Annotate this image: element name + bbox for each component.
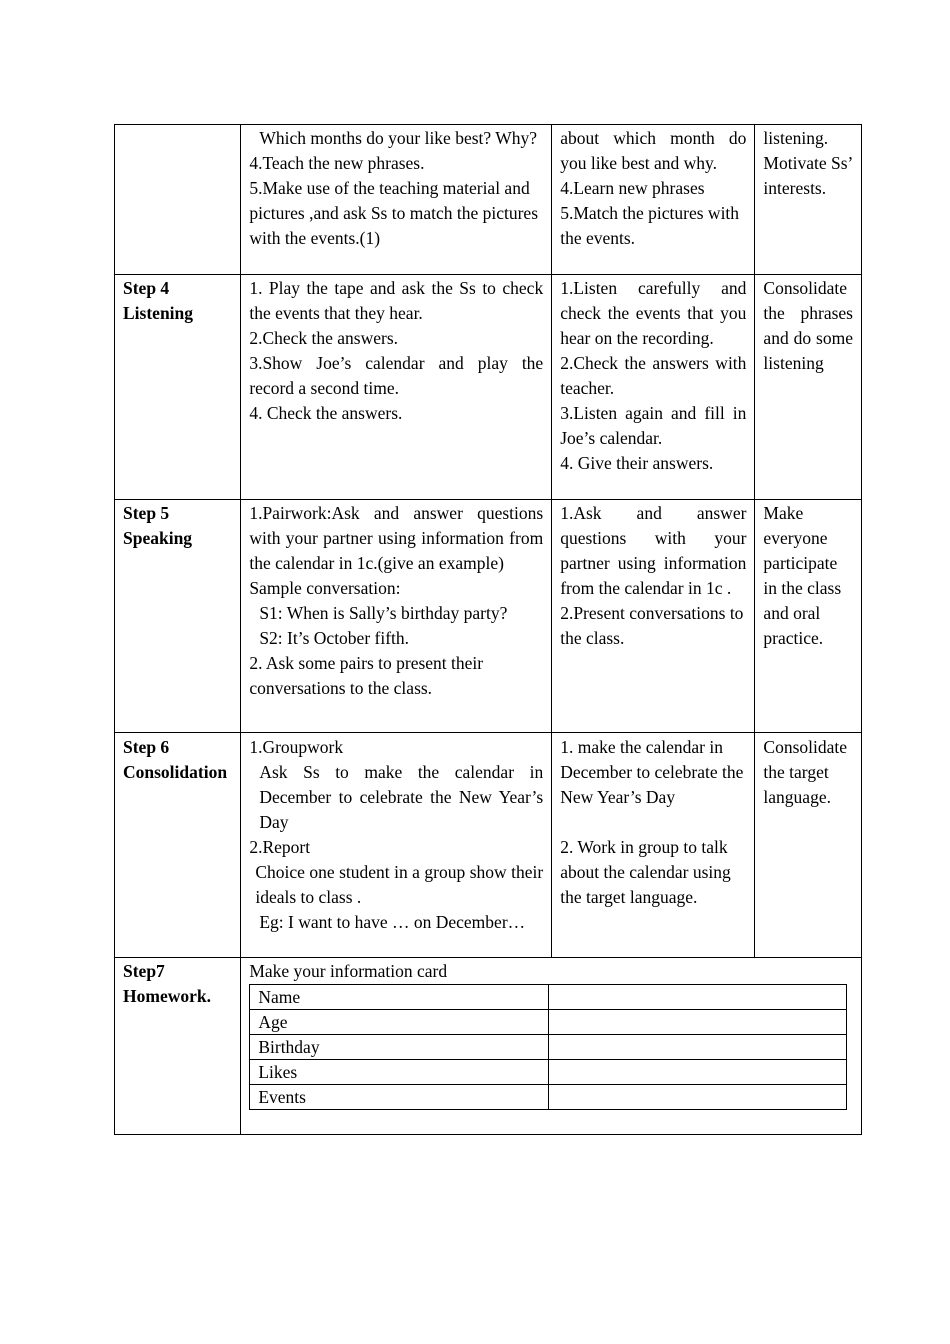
- card-row: [250, 1035, 847, 1060]
- teacher-activity-cell: 1.Groupwork Ask Ss to make the calendar in December to celebrate the New Year’s Day 2.Report Choice one student in a group show their ideals to class . Eg: I want to have … on December…: [241, 733, 552, 958]
- card-row: [250, 985, 847, 1010]
- information-card-table: [249, 984, 847, 1110]
- teacher-activity-cell: 1. Play the tape and ask the Ss to check the events that they hear. 2.Check the answers. 3.Show Joe’s calendar and play the record a second time. 4. Check the answers.: [241, 275, 552, 500]
- purpose-cell: Consolidate the target language.: [755, 733, 862, 958]
- lesson-plan-page: [114, 124, 862, 1135]
- step-cell: [115, 733, 241, 958]
- step-label: Step 4 Listening: [123, 278, 194, 323]
- student-activity-cell: 1.Ask and answer questions with your partner using information from the calendar in 1c . 2.Present conversations to the class.: [552, 500, 755, 733]
- table-row: [115, 275, 862, 500]
- step-label: Step 6 Consolidation: [123, 737, 228, 782]
- card-field-label: Age: [250, 1010, 549, 1035]
- step-label: Step7 Homework.: [123, 961, 211, 1006]
- purpose-cell: Consolidate the phrases and do some listening: [755, 275, 862, 500]
- card-field-value[interactable]: [549, 1085, 847, 1110]
- card-field-label: Events: [250, 1085, 549, 1110]
- card-row: [250, 1085, 847, 1110]
- card-row: [250, 1060, 847, 1085]
- table-row: [115, 125, 862, 275]
- student-activity-cell: about which month do you like best and why. 4.Learn new phrases 5.Match the pictures with the events.: [552, 125, 755, 275]
- table-row: [115, 733, 862, 958]
- purpose-cell: Make everyone participate in the class and oral practice.: [755, 500, 862, 733]
- table-row: [115, 958, 862, 1135]
- student-activity-cell: 1. make the calendar in December to celebrate the New Year’s Day 2. Work in group to talk about the calendar using the target language.: [552, 733, 755, 958]
- step-label: Step 5 Speaking: [123, 503, 193, 548]
- step-cell: [115, 500, 241, 733]
- homework-title: Make your information card: [249, 961, 448, 981]
- step-cell: [115, 125, 241, 275]
- card-field-label: Likes: [250, 1060, 549, 1085]
- card-field-value[interactable]: [549, 985, 847, 1010]
- card-field-value[interactable]: [549, 1035, 847, 1060]
- table-row: [115, 500, 862, 733]
- homework-cell: [241, 958, 862, 1135]
- card-field-label: Birthday: [250, 1035, 549, 1060]
- teacher-activity-cell: 1.Pairwork:Ask and answer questions with your partner using information from the calendar in 1c.(give an example) Sample conversation: S1: When is Sally’s birthday party? S2: It’s October fifth. 2. Ask some pairs to present their conversations to the class.: [241, 500, 552, 733]
- card-field-label: Name: [250, 985, 549, 1010]
- card-row: [250, 1010, 847, 1035]
- lesson-plan-table: [114, 124, 862, 1135]
- step-cell: [115, 958, 241, 1135]
- card-field-value[interactable]: [549, 1060, 847, 1085]
- step-cell: [115, 275, 241, 500]
- card-field-value[interactable]: [549, 1010, 847, 1035]
- purpose-cell: listening. Motivate Ss’ interests.: [755, 125, 862, 275]
- student-activity-cell: 1.Listen carefully and check the events that you hear on the recording. 2.Check the answers with teacher. 3.Listen again and fill in Joe’s calendar. 4. Give their answers.: [552, 275, 755, 500]
- teacher-activity-cell: Which months do your like best? Why? 4.Teach the new phrases. 5.Make use of the teaching material and pictures ,and ask Ss to match the pictures with the events.(1): [241, 125, 552, 275]
